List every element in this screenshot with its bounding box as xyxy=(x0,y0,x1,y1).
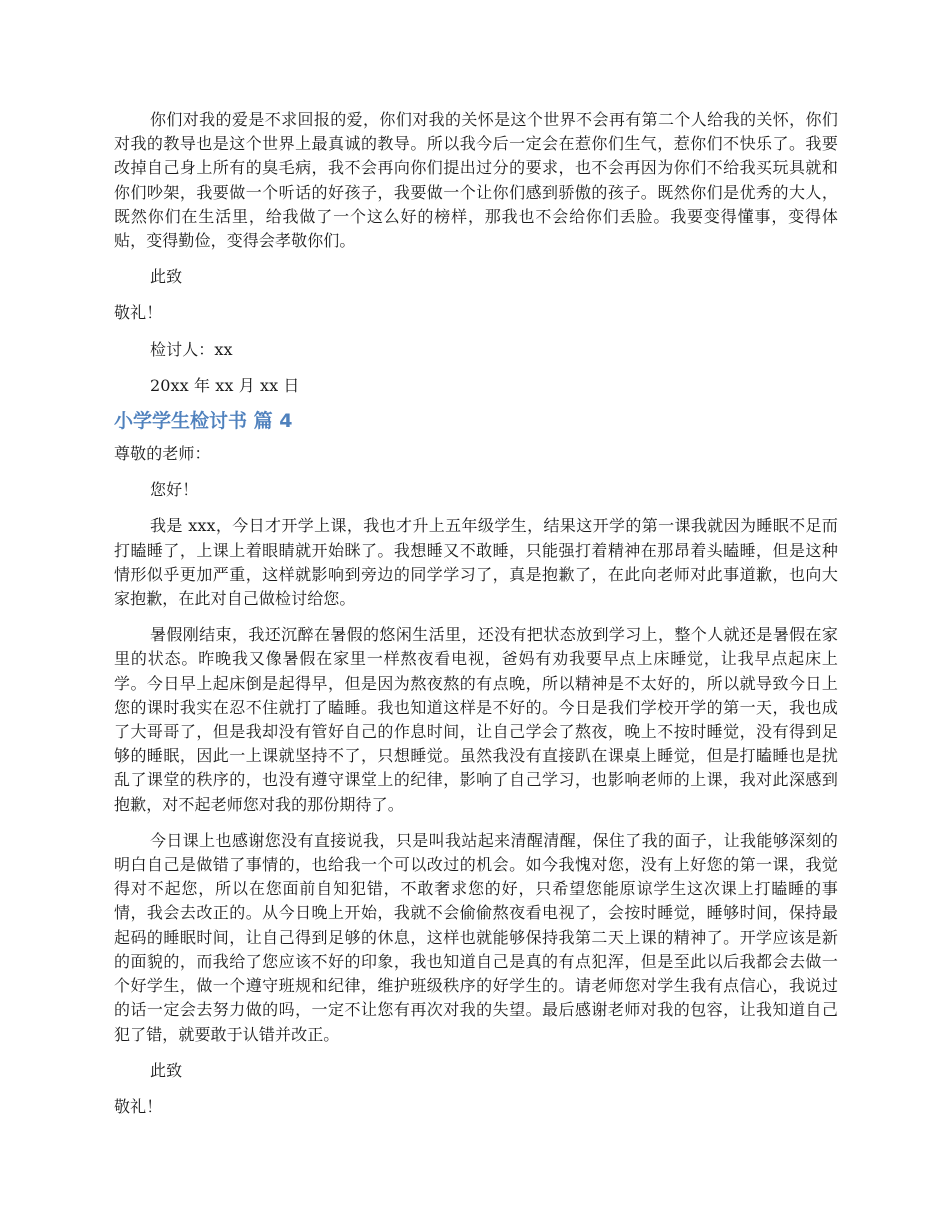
document-page xyxy=(114,108,838,1119)
body-paragraph-1: 我是 xxx，今日才开学上课，我也才升上五年级学生，结果这开学的第一课我就因为睡眠不足而打瞌睡了，上课上着眼睛就开始眯了。我想睡又不敢睡，只能强打着精神在那昂着头瞌睡，但是这种情形似乎更加严重，这样就影响到旁边的同学学习了，真是抱歉了，在此向老师对此事道歉，也向大家抱歉，在此对自己做检讨给您。 xyxy=(114,516,838,609)
closing-zhizhi-2: 此致 xyxy=(150,1060,183,1080)
body-paragraph-2: 暑假刚结束，我还沉醉在暑假的悠闲生活里，还没有把状态放到学习上，整个人就还是暑假在家里的状态。昨晚我又像暑假在家里一样熬夜看电视，爸妈有劝我要早点上床睡觉，让我早点起床上学。今日早上起床倒是起得早，但是因为熬夜熬的有点晚，所以精神是不太好的，所以就导致今日上您的课时我实在忍不住就打了瞌睡。我也知道这样是不好的。今日是我们学校开学的第一天，我也成了大哥哥了，但是我却没有管好自己的作息时间，让自己学会了熬夜，晚上不按时睡觉，没有得到足够的睡眠，因此一上课就坚持不了，只想睡觉。虽然我没有直接趴在课桌上睡觉，但是打瞌睡也是扰乱了课堂的秩序的，也没有遵守课堂上的纪律，影响了自己学习，也影响老师的上课，我对此深感到抱歉，对不起老师您对我的那份期待了。 xyxy=(114,625,838,814)
closing-zhizhi: 此致 xyxy=(150,267,183,287)
body-paragraph-3: 今日课上也感谢您没有直接说我，只是叫我站起来清醒清醒，保住了我的面子，让我能够深刻的明白自己是做错了事情的，也给我一个可以改过的机会。如今我愧对您，没有上好您的第一课，我觉得对不起您，所以在您面前自知犯错，不敢奢求您的好，只希望您能原谅学生这次课上打瞌睡的事情，我会去改正的。从今日晚上开始，我就不会偷偷熬夜看电视了，会按时睡觉，睡够时间，保持最起码的睡眠时间，让自己得到足够的休息，这样也就能够保持我第二天上课的精神了。开学应该是新的面貌的，而我给了您应该不好的印象，我也知道自己是真的有点犯浑，但是至此以后我都会去做一个好学生，做一个遵守班规和纪律，维护班级秩序的好学生的。请老师您对学生我有点信心，我说过的话一定会去努力做的吗，一定不让您有再次对我的失望。最后感谢老师对我的包容，让我知道自己犯了错，就要敢于认错并改正。 xyxy=(114,830,838,1044)
section-heading: 小学学生检讨书 篇 4 xyxy=(114,410,293,433)
salutation: 尊敬的老师： xyxy=(114,444,211,464)
closing-jingli-2: 敬礼！ xyxy=(114,1096,163,1116)
date-line: 20xx 年 xx 月 xx 日 xyxy=(150,375,300,395)
letter-paragraph: 你们对我的爱是不求回报的爱，你们对我的关怀是这个世界不会再有第二个人给我的关怀，你们对我的教导也是这个世界上最真诚的教导。所以我今后一定会在惹你们生气，惹你们不快乐了。我要改掉自己身上所有的臭毛病，我不会再向你们提出过分的要求，也不会再因为你们不给我买玩具就和你们吵架，我要做一个听话的好孩子，我要做一个让你们感到骄傲的孩子。既然你们是优秀的大人，既然你们在生活里，给我做了一个这么好的榜样，那我也不会给你们丢脸。我要变得懂事，变得体贴，变得勤俭，变得会孝敬你们。 xyxy=(114,110,838,251)
greeting: 您好！ xyxy=(150,480,199,500)
signer-line: 检讨人：xx xyxy=(150,339,233,359)
closing-jingli: 敬礼！ xyxy=(114,303,163,323)
